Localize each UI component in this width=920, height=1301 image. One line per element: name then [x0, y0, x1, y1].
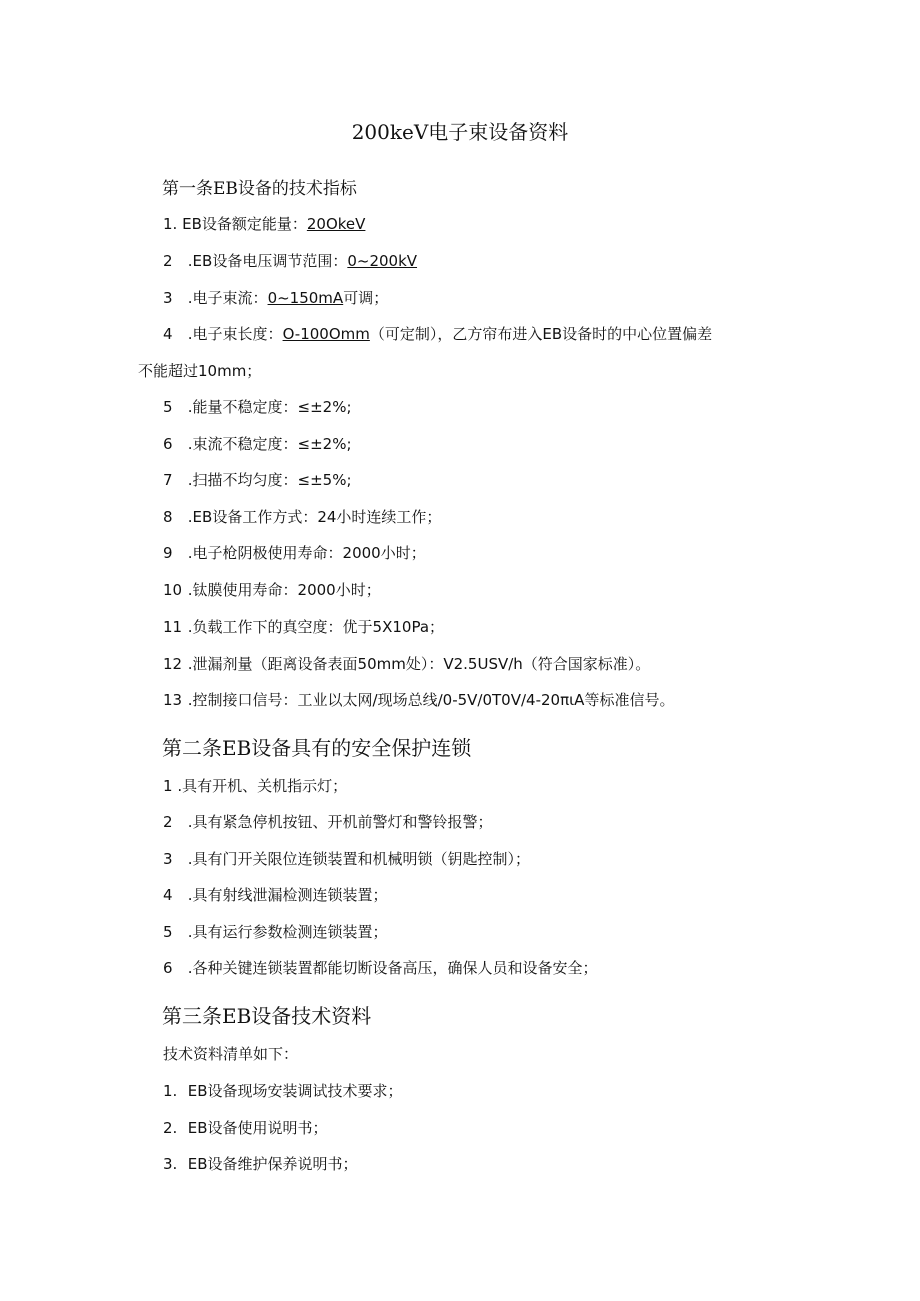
item-number: 5: [163, 398, 173, 416]
item-number: 3: [163, 850, 173, 868]
section-1-item: [163, 396, 352, 417]
item-value: O-100Omm: [282, 325, 370, 343]
item-label: EB设备现场安装调试技术要求；: [187, 1082, 403, 1100]
item-value: 0~200kV: [347, 252, 418, 270]
item-number: 5: [163, 923, 173, 941]
item-number: 7: [163, 471, 173, 489]
section-2-item: [163, 848, 530, 869]
item-number: 11: [163, 618, 183, 636]
section-3-item: [163, 1117, 328, 1138]
section-1-item: [163, 506, 441, 527]
section-1-item: [163, 287, 388, 308]
item-number: 4: [163, 325, 173, 343]
item-number: 13: [163, 691, 183, 709]
section-2-item: [163, 811, 493, 832]
item-label: .电子枪阴极使用寿命：2000小时；: [187, 544, 426, 562]
document-title: 200keV电子束设备资料: [351, 120, 569, 144]
section-1-item: [163, 323, 712, 344]
item-number: 3.: [163, 1155, 178, 1173]
item-value: 0~150mA: [267, 289, 344, 307]
section-2-item: [163, 921, 388, 942]
item-label: .具有射线泄漏检测连锁装置；: [187, 886, 388, 904]
item-number: 1.: [163, 215, 178, 233]
item-label: .束流不稳定度：≤±2%;: [187, 435, 352, 453]
item-number: 3: [163, 289, 173, 307]
item-number: 1.: [163, 1082, 178, 1100]
item-label: EB设备维护保养说明书；: [187, 1155, 358, 1173]
item-suffix: 可调；: [343, 289, 389, 307]
section-1-item: [163, 213, 365, 234]
section-1-item: [163, 469, 352, 490]
item-number: 6: [163, 959, 173, 977]
section-3-item: [163, 1153, 358, 1174]
item-label: .具有紧急停机按钮、开机前警灯和警铃报警；: [187, 813, 493, 831]
item-label: EB设备额定能量：: [182, 215, 307, 233]
item-label: .能量不稳定度：≤±2%;: [187, 398, 352, 416]
item-number: 9: [163, 544, 173, 562]
item-label: .电子束流：: [187, 289, 268, 307]
section-1-item: [163, 250, 417, 271]
item-label: .扫描不均匀度：≤±5%;: [187, 471, 352, 489]
item-label: .各种关键连锁装置都能切断设备高压，确保人员和设备安全；: [187, 959, 598, 977]
item-number: 8: [163, 508, 173, 526]
item-value: 20OkeV: [306, 215, 366, 233]
section-3-item: [163, 1080, 403, 1101]
section-2-item: [163, 884, 388, 905]
section-1-item: [163, 579, 381, 600]
item-number: 10: [163, 581, 183, 599]
item-number: 2.: [163, 1119, 178, 1137]
item-number: 1: [163, 777, 173, 795]
item-label: .钛膜使用寿命：2000小时；: [187, 581, 381, 599]
section-1-item-continuation: 不能超过10mm；: [138, 362, 262, 380]
item-label: .EB设备工作方式：24小时连续工作；: [187, 508, 442, 526]
section-1-item: [163, 542, 426, 563]
section-1-item: [163, 433, 352, 454]
item-number: 6: [163, 435, 173, 453]
item-number: 12: [163, 655, 183, 673]
item-label: .控制接口信号：工业以太网/现场总线∕0-5V∕0T0V∕4-20πιA等标准信号。: [187, 691, 675, 709]
item-label: .具有开机、关机指示灯；: [177, 777, 348, 795]
section-1-item: [163, 653, 650, 674]
item-number: 4: [163, 886, 173, 904]
item-label: .泄漏剂量（距离设备表面50mm处）：V2.5USV∕h（符合国家标准）。: [187, 655, 651, 673]
item-label: .电子束长度：: [187, 325, 283, 343]
item-number: 2: [163, 813, 173, 831]
item-label: .具有门开关限位连锁装置和机械明锁（钥匙控制）；: [187, 850, 531, 868]
section-1-item: [163, 616, 444, 637]
item-label: .具有运行参数检测连锁装置；: [187, 923, 388, 941]
item-label: EB设备使用说明书；: [187, 1119, 328, 1137]
section-3-heading: 第三条EB设备技术资料: [162, 1004, 372, 1028]
item-suffix: （可定制），乙方帘布进入EB设备时的中心位置偏差: [369, 325, 713, 343]
section-1-heading: 第一条EB设备的技术指标: [162, 179, 357, 199]
section-2-item: [163, 957, 598, 978]
section-3-intro: 技术资料清单如下：: [163, 1045, 299, 1063]
item-number: 2: [163, 252, 173, 270]
section-1-item: [163, 689, 674, 710]
section-2-heading: 第二条EB设备具有的安全保护连锁: [162, 736, 472, 760]
item-label: .负载工作下的真空度：优于5X10Pa；: [187, 618, 445, 636]
item-label: .EB设备电压调节范围：: [187, 252, 348, 270]
section-2-item: [163, 775, 347, 796]
